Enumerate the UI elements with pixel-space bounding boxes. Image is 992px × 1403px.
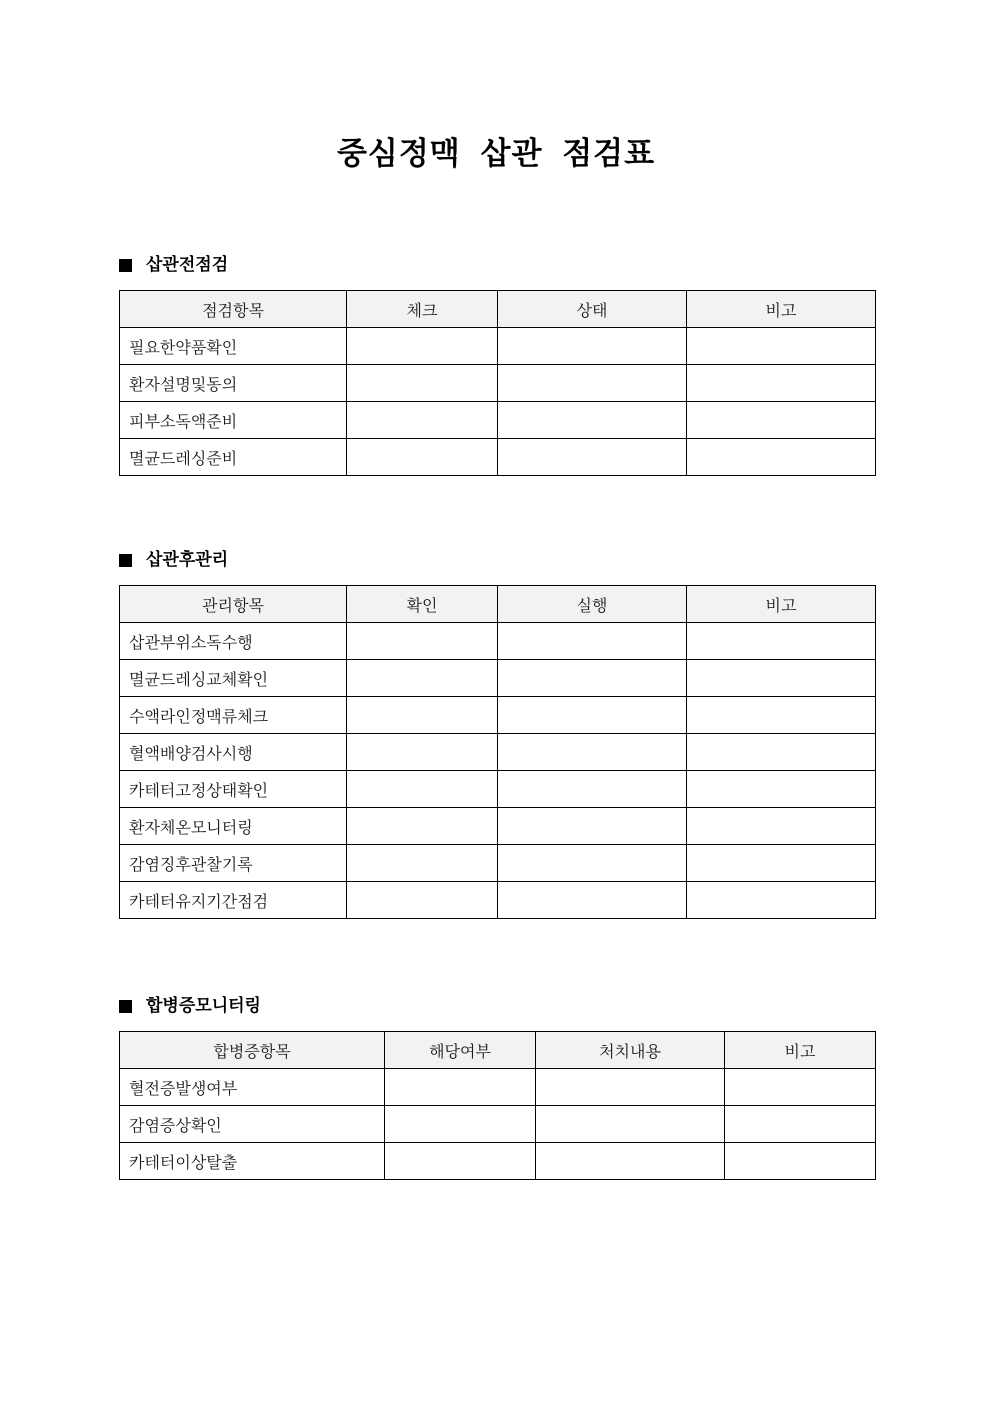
black-square-icon [119, 259, 132, 272]
column-header: 실행 [498, 586, 687, 623]
execution-cell[interactable] [498, 734, 687, 771]
item-cell: 멸균드레싱준비 [120, 439, 347, 476]
section-heading-post-insertion [119, 548, 228, 572]
note-cell[interactable] [687, 623, 876, 660]
page-title: 중심정맥 삽관 점검표 [336, 136, 656, 172]
execution-cell[interactable] [498, 697, 687, 734]
treatment-cell[interactable] [536, 1143, 725, 1180]
execution-cell[interactable] [498, 623, 687, 660]
section-heading-label: 합병증모니터링 [146, 996, 261, 1016]
table-row [120, 697, 876, 734]
confirm-cell[interactable] [347, 808, 498, 845]
item-cell: 혈전증발생여부 [120, 1069, 385, 1106]
black-square-icon [119, 554, 132, 567]
table-row [120, 882, 876, 919]
item-cell: 삽관부위소독수행 [120, 623, 347, 660]
table-row [120, 1106, 876, 1143]
column-header: 점검항목 [120, 291, 347, 328]
item-cell: 필요한약품확인 [120, 328, 347, 365]
column-header: 처치내용 [536, 1032, 725, 1069]
note-cell[interactable] [687, 697, 876, 734]
table-row [120, 365, 876, 402]
confirm-cell[interactable] [347, 734, 498, 771]
table-row [120, 402, 876, 439]
note-cell[interactable] [687, 439, 876, 476]
table-row [120, 845, 876, 882]
execution-cell[interactable] [498, 845, 687, 882]
column-header: 비고 [687, 291, 876, 328]
note-cell[interactable] [725, 1143, 876, 1180]
confirm-cell[interactable] [347, 623, 498, 660]
note-cell[interactable] [687, 402, 876, 439]
column-header: 확인 [347, 586, 498, 623]
section-heading-label: 삽관후관리 [146, 550, 229, 570]
item-cell: 멸균드레싱교체확인 [120, 660, 347, 697]
column-header: 관리항목 [120, 586, 347, 623]
item-cell: 감염징후관찰기록 [120, 845, 347, 882]
pre-insertion-table [119, 290, 876, 476]
treatment-cell[interactable] [536, 1069, 725, 1106]
table-row [120, 660, 876, 697]
column-header: 체크 [347, 291, 498, 328]
execution-cell[interactable] [498, 882, 687, 919]
execution-cell[interactable] [498, 660, 687, 697]
item-cell: 카테터이상탈출 [120, 1143, 385, 1180]
section-heading-pre-insertion [119, 253, 228, 277]
status-cell[interactable] [498, 365, 687, 402]
note-cell[interactable] [725, 1069, 876, 1106]
column-header: 해당여부 [385, 1032, 536, 1069]
confirm-cell[interactable] [347, 771, 498, 808]
item-cell: 카테터유지기간점검 [120, 882, 347, 919]
execution-cell[interactable] [498, 771, 687, 808]
applicable-cell[interactable] [385, 1106, 536, 1143]
black-square-icon [119, 1000, 132, 1013]
table-row [120, 439, 876, 476]
status-cell[interactable] [498, 328, 687, 365]
note-cell[interactable] [687, 882, 876, 919]
column-header: 비고 [687, 586, 876, 623]
section-heading-label: 삽관전점검 [146, 255, 229, 275]
item-cell: 환자설명및동의 [120, 365, 347, 402]
confirm-cell[interactable] [347, 882, 498, 919]
note-cell[interactable] [687, 771, 876, 808]
item-cell: 감염증상확인 [120, 1106, 385, 1143]
table-row [120, 1143, 876, 1180]
table-header-row [120, 586, 876, 623]
table-header-row [120, 1032, 876, 1069]
confirm-cell[interactable] [347, 845, 498, 882]
check-cell[interactable] [347, 439, 498, 476]
section-heading-complications [119, 994, 261, 1018]
check-cell[interactable] [347, 365, 498, 402]
note-cell[interactable] [687, 845, 876, 882]
table-row [120, 1069, 876, 1106]
post-insertion-table [119, 585, 876, 919]
item-cell: 피부소독액준비 [120, 402, 347, 439]
item-cell: 수액라인정맥류체크 [120, 697, 347, 734]
item-cell: 환자체온모니터링 [120, 808, 347, 845]
applicable-cell[interactable] [385, 1069, 536, 1106]
note-cell[interactable] [687, 328, 876, 365]
confirm-cell[interactable] [347, 660, 498, 697]
table-row [120, 328, 876, 365]
applicable-cell[interactable] [385, 1143, 536, 1180]
table-row [120, 734, 876, 771]
table-row [120, 623, 876, 660]
table-row [120, 808, 876, 845]
check-cell[interactable] [347, 402, 498, 439]
note-cell[interactable] [687, 734, 876, 771]
item-cell: 카테터고정상태확인 [120, 771, 347, 808]
note-cell[interactable] [687, 660, 876, 697]
column-header: 합병증항목 [120, 1032, 385, 1069]
note-cell[interactable] [687, 808, 876, 845]
table-row [120, 771, 876, 808]
check-cell[interactable] [347, 328, 498, 365]
item-cell: 혈액배양검사시행 [120, 734, 347, 771]
status-cell[interactable] [498, 402, 687, 439]
column-header: 상태 [498, 291, 687, 328]
column-header: 비고 [725, 1032, 876, 1069]
treatment-cell[interactable] [536, 1106, 725, 1143]
status-cell[interactable] [498, 439, 687, 476]
table-header-row [120, 291, 876, 328]
note-cell[interactable] [687, 365, 876, 402]
note-cell[interactable] [725, 1106, 876, 1143]
execution-cell[interactable] [498, 808, 687, 845]
complications-table [119, 1031, 876, 1180]
confirm-cell[interactable] [347, 697, 498, 734]
